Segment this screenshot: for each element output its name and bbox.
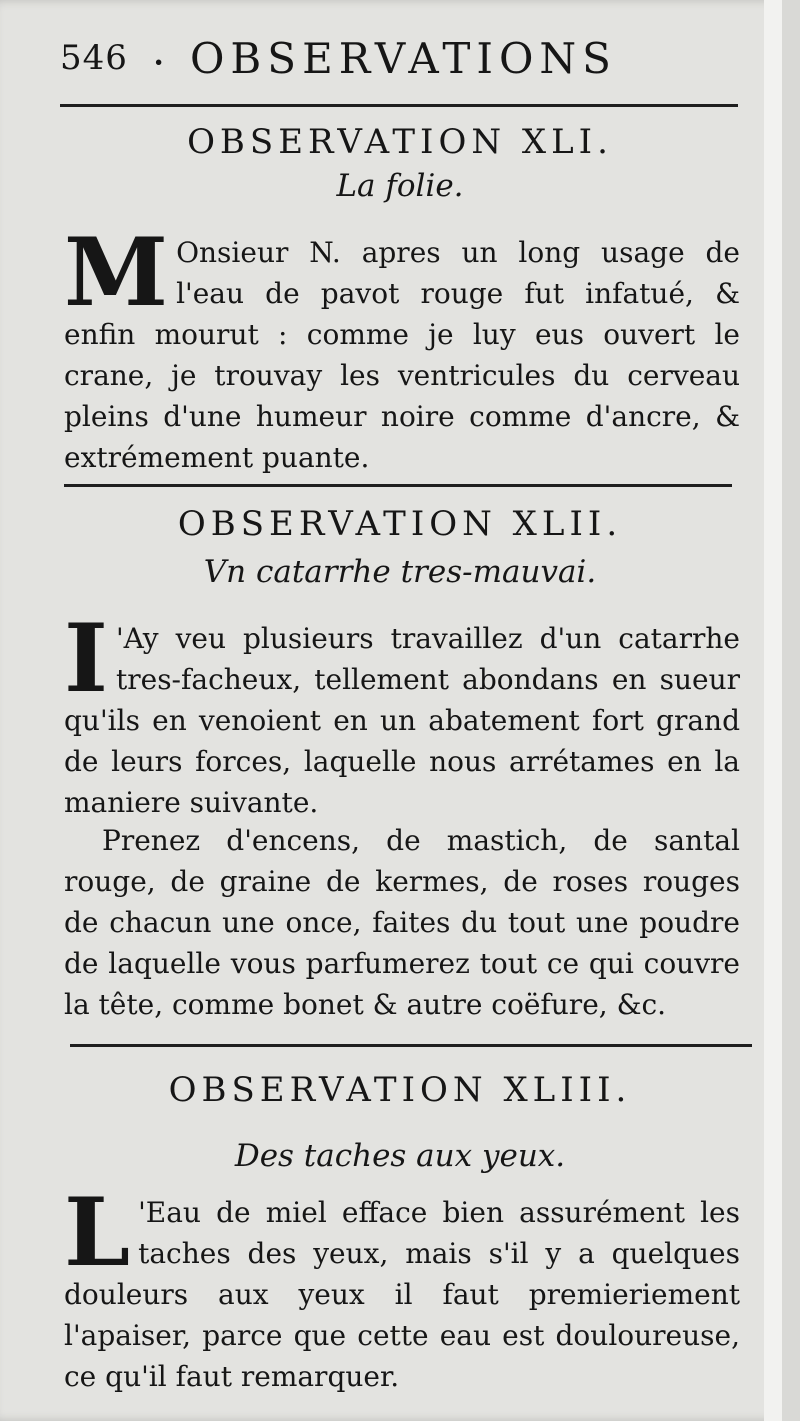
paragraph-text: 'Ay veu plusieurs travaillez d'un catarrhe tres-facheux, tellement abondans en sueur qu'ils en venoient en un abatement fort grand de leurs forces, laquelle nous arrétames en la maniere suivante. xyxy=(64,622,740,819)
section-subtitle: La folie. xyxy=(336,168,464,204)
section-paragraph xyxy=(64,604,740,823)
drop-capital: L xyxy=(64,1178,131,1288)
page-number: 546 xyxy=(60,38,128,78)
header-rule xyxy=(60,104,738,107)
running-title: OBSERVATIONS xyxy=(190,34,617,83)
drop-capital: I xyxy=(64,604,108,714)
paragraph-text: Onsieur N. apres un long usage de l'eau de pavot rouge fut infatué, & enfin mourut : comme je luy eus ouvert le crane, je trouvay les ventricules du cerveau pleins d'une humeur noire comme d'ancre, & extrémement puante. xyxy=(64,236,740,474)
section-rule xyxy=(70,1044,752,1047)
section-subtitle: Des taches aux yeux. xyxy=(234,1138,566,1174)
header-separator: · xyxy=(152,38,172,87)
paragraph-text: 'Eau de miel efface bien assurément les taches des yeux, mais s'il y a quelques douleurs aux yeux il faut premieriement l'apaiser, parce que cette eau est douloureuse, ce qu'il faut remarquer. xyxy=(64,1196,740,1393)
drop-capital: M xyxy=(64,218,169,328)
section-rule xyxy=(64,484,732,487)
page-header xyxy=(60,30,740,90)
section-paragraph xyxy=(64,1178,740,1397)
section-subtitle: Vn catarrhe tres-mauvai. xyxy=(203,554,597,590)
section-heading: OBSERVATION XLIII. xyxy=(168,1070,632,1110)
section-paragraph xyxy=(64,218,740,478)
section-paragraph-2: Prenez d'encens, de mastich, de santal rouge, de graine de kermes, de roses rouges de chacun une once, faites du tout une poudre de laquelle vous parfumerez tout ce qui couvre la tête, comme bonet & autre coëfure, &c. xyxy=(64,824,740,1021)
section-heading: OBSERVATION XLI. xyxy=(187,122,613,162)
page-edge xyxy=(764,0,782,1421)
section-heading: OBSERVATION XLII. xyxy=(177,504,623,544)
